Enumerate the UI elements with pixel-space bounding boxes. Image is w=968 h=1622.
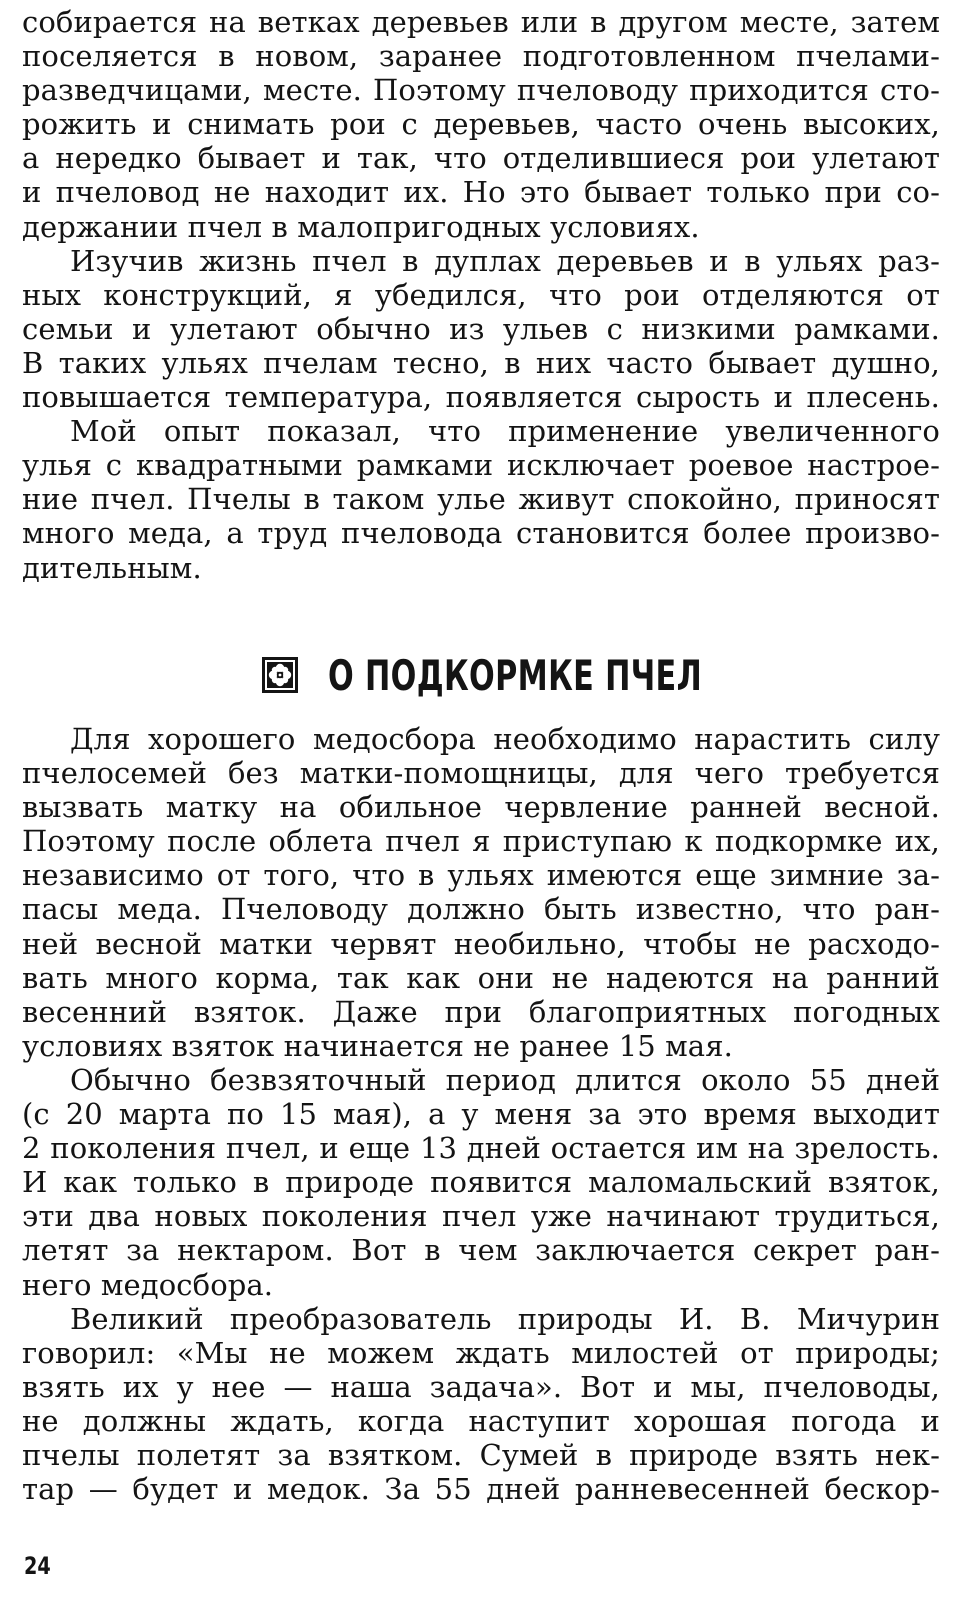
text-line: взять их у нее — наша задача». Вот и мы, пчеловоды, [22, 1369, 940, 1404]
text-line: Обычно безвзяточный период длится около 55 дней [70, 1062, 940, 1097]
page-number: 24 [24, 1552, 51, 1580]
flower-ornament-icon [262, 657, 298, 693]
text-line: эти два новых поколения пчел уже начинают трудиться, [22, 1199, 940, 1234]
section-title: О ПОДКОРМКЕ ПЧЕЛ [328, 650, 703, 700]
text-line: говорил: «Мы не можем ждать милостей от природы; [22, 1335, 940, 1370]
text-line: семьи и улетают обычно из ульев с низкими рамками. [22, 311, 940, 346]
text-line: поселяется в новом, заранее подготовленном пчелами- [22, 39, 940, 74]
text-line: рожить и снимать рои с деревьев, часто очень высоких, [22, 107, 940, 142]
text-line: а нередко бывает и так, что отделившиеся рои улетают [22, 141, 940, 176]
text-line: не должны ждать, когда наступит хорошая погода и [22, 1403, 940, 1438]
text-line: Изучив жизнь пчел в дуплах деревьев и в ульях раз- [70, 243, 940, 278]
text-line: ных конструкций, я убедился, что рои отделяются от [22, 277, 940, 312]
text-line: пчелосемей без матки-помощницы, для чего требуется [22, 756, 940, 791]
text-line: весенний взяток. Даже при благоприятных погодных [22, 994, 940, 1029]
text-line: тар — будет и медок. За 55 дней ранневесенней бескор- [22, 1472, 940, 1507]
text-line: пасы меда. Пчеловоду должно быть известно, что ран- [22, 892, 940, 927]
text-line: В таких ульях пчелам тесно, в них часто бывает душно, [22, 345, 940, 380]
text-line: Поэтому после облета пчел я приступаю к подкормке их, [22, 824, 940, 859]
text-line: него медосбора. [22, 1267, 274, 1302]
text-line: дительным. [22, 550, 202, 585]
text-line: и пчеловод не находит их. Но это бывает только при со- [22, 175, 940, 210]
text-line: условиях взяток начинается не ранее 15 мая. [22, 1028, 733, 1063]
section-heading [262, 650, 848, 700]
text-line: улья с квадратными рамками исключает роевое настрое- [22, 448, 940, 483]
text-line: ней весной матки червят необильно, чтобы не расходо- [22, 926, 940, 961]
text-line: И как только в природе появится маломальский взяток, [22, 1165, 940, 1200]
text-line: разведчицами, месте. Поэтому пчеловоду приходится сто- [22, 73, 940, 108]
text-line: Великий преобразователь природы И. В. Мичурин [70, 1301, 940, 1336]
text-line: собирается на ветках деревьев или в другом месте, затем [22, 5, 940, 39]
text-line: повышается температура, появляется сырость и плесень. [22, 380, 940, 415]
text-line: Мой опыт показал, что применение увеличенного [70, 414, 940, 449]
bottom-text-block [22, 722, 940, 1506]
text-line: ние пчел. Пчелы в таком улье живут спокойно, приносят [22, 482, 940, 517]
text-line: Для хорошего медосбора необходимо нарастить силу [70, 722, 940, 756]
text-line: независимо от того, что в ульях имеются еще зимние за- [22, 858, 940, 893]
text-line: много меда, а труд пчеловода становится более произво- [22, 516, 940, 551]
top-text-block [22, 5, 940, 585]
text-line: вызвать матку на обильное червление ранней весной. [22, 790, 940, 825]
text-line: вать много корма, так как они не надеются на ранний [22, 960, 940, 995]
text-line: пчелы полетят за взятком. Сумей в природе взять нек- [22, 1437, 940, 1472]
text-line: (с 20 марта по 15 мая), а у меня за это время выходит [22, 1097, 940, 1132]
text-line: 2 поколения пчел, и еще 13 дней остается им на зрелость. [22, 1131, 940, 1166]
text-line: летят за нектаром. Вот в чем заключается секрет ран- [22, 1233, 940, 1268]
text-line: держании пчел в малопригодных условиях. [22, 209, 700, 244]
